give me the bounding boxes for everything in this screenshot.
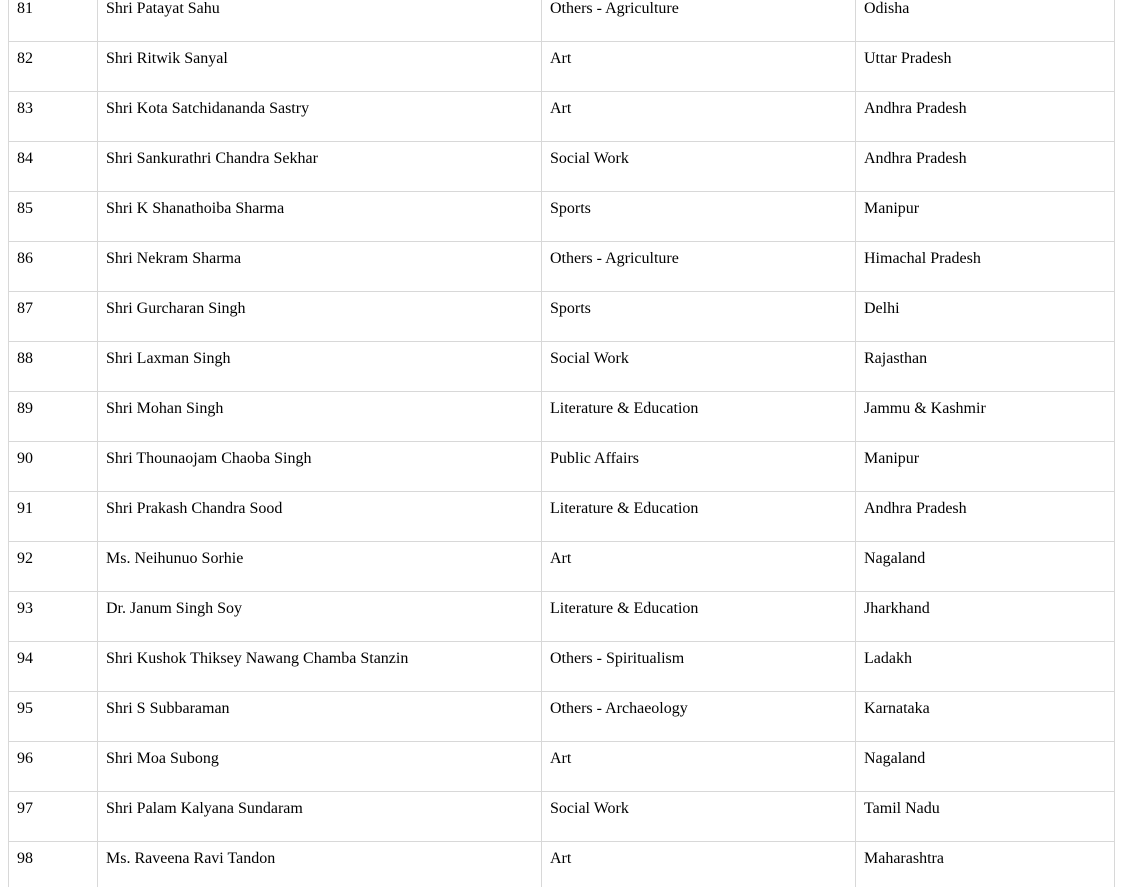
award-field-cell: Art	[542, 42, 856, 92]
award-field-cell: Social Work	[542, 792, 856, 842]
awardee-name-cell: Shri Mohan Singh	[98, 392, 542, 442]
table-row	[9, 392, 1115, 442]
awardee-name-cell: Shri Thounaojam Chaoba Singh	[98, 442, 542, 492]
state-cell: Ladakh	[856, 642, 1115, 692]
serial-number-cell: 86	[9, 242, 98, 292]
serial-number-cell: 84	[9, 142, 98, 192]
award-field-cell: Public Affairs	[542, 442, 856, 492]
state-cell: Tamil Nadu	[856, 792, 1115, 842]
award-field-cell: Art	[542, 742, 856, 792]
serial-number-cell: 81	[9, 0, 98, 42]
awardee-name-cell: Shri Laxman Singh	[98, 342, 542, 392]
award-field-cell: Art	[542, 542, 856, 592]
awardee-name-cell: Shri Kushok Thiksey Nawang Chamba Stanzin	[98, 642, 542, 692]
awardee-name-cell: Ms. Raveena Ravi Tandon	[98, 842, 542, 887]
state-cell: Maharashtra	[856, 842, 1115, 887]
serial-number-cell: 96	[9, 742, 98, 792]
state-cell: Andhra Pradesh	[856, 492, 1115, 542]
award-field-cell: Others - Agriculture	[542, 242, 856, 292]
awardee-name-cell: Shri Moa Subong	[98, 742, 542, 792]
serial-number-cell: 92	[9, 542, 98, 592]
serial-number-cell: 98	[9, 842, 98, 887]
award-field-cell: Literature & Education	[542, 492, 856, 542]
table-row	[9, 342, 1115, 392]
awardee-name-cell: Shri Palam Kalyana Sundaram	[98, 792, 542, 842]
state-cell: Himachal Pradesh	[856, 242, 1115, 292]
award-field-cell: Literature & Education	[542, 392, 856, 442]
table-row	[9, 292, 1115, 342]
award-field-cell: Others - Archaeology	[542, 692, 856, 742]
awardee-name-cell: Shri Patayat Sahu	[98, 0, 542, 42]
awardee-name-cell: Shri Prakash Chandra Sood	[98, 492, 542, 542]
table-row	[9, 842, 1115, 887]
serial-number-cell: 88	[9, 342, 98, 392]
state-cell: Odisha	[856, 0, 1115, 42]
awardee-name-cell: Dr. Janum Singh Soy	[98, 592, 542, 642]
serial-number-cell: 82	[9, 42, 98, 92]
state-cell: Jammu & Kashmir	[856, 392, 1115, 442]
state-cell: Andhra Pradesh	[856, 142, 1115, 192]
awardee-name-cell: Shri Nekram Sharma	[98, 242, 542, 292]
awardee-name-cell: Shri Ritwik Sanyal	[98, 42, 542, 92]
table-row	[9, 192, 1115, 242]
table-row	[9, 492, 1115, 542]
awardee-name-cell: Shri Kota Satchidananda Sastry	[98, 92, 542, 142]
state-cell: Rajasthan	[856, 342, 1115, 392]
state-cell: Andhra Pradesh	[856, 92, 1115, 142]
state-cell: Karnataka	[856, 692, 1115, 742]
awardees-table	[8, 0, 1115, 887]
table-row	[9, 142, 1115, 192]
serial-number-cell: 91	[9, 492, 98, 542]
award-field-cell: Art	[542, 842, 856, 887]
table-row	[9, 242, 1115, 292]
state-cell: Uttar Pradesh	[856, 42, 1115, 92]
table-row	[9, 42, 1115, 92]
table-row	[9, 792, 1115, 842]
awardee-name-cell: Shri K Shanathoiba Sharma	[98, 192, 542, 242]
table-row	[9, 0, 1115, 42]
serial-number-cell: 85	[9, 192, 98, 242]
table-row	[9, 442, 1115, 492]
state-cell: Nagaland	[856, 542, 1115, 592]
table-row	[9, 92, 1115, 142]
serial-number-cell: 93	[9, 592, 98, 642]
award-field-cell: Sports	[542, 192, 856, 242]
serial-number-cell: 83	[9, 92, 98, 142]
table-row	[9, 742, 1115, 792]
serial-number-cell: 89	[9, 392, 98, 442]
awardee-name-cell: Shri Sankurathri Chandra Sekhar	[98, 142, 542, 192]
state-cell: Delhi	[856, 292, 1115, 342]
award-field-cell: Social Work	[542, 142, 856, 192]
award-field-cell: Art	[542, 92, 856, 142]
awardees-table-body	[9, 0, 1115, 887]
award-field-cell: Others - Spiritualism	[542, 642, 856, 692]
serial-number-cell: 90	[9, 442, 98, 492]
state-cell: Nagaland	[856, 742, 1115, 792]
awardee-name-cell: Ms. Neihunuo Sorhie	[98, 542, 542, 592]
state-cell: Manipur	[856, 192, 1115, 242]
awardee-name-cell: Shri S Subbaraman	[98, 692, 542, 742]
serial-number-cell: 87	[9, 292, 98, 342]
serial-number-cell: 97	[9, 792, 98, 842]
award-field-cell: Literature & Education	[542, 592, 856, 642]
state-cell: Jharkhand	[856, 592, 1115, 642]
serial-number-cell: 95	[9, 692, 98, 742]
state-cell: Manipur	[856, 442, 1115, 492]
serial-number-cell: 94	[9, 642, 98, 692]
table-row	[9, 692, 1115, 742]
table-row	[9, 592, 1115, 642]
table-row	[9, 542, 1115, 592]
award-field-cell: Social Work	[542, 342, 856, 392]
awardee-name-cell: Shri Gurcharan Singh	[98, 292, 542, 342]
table-row	[9, 642, 1115, 692]
award-field-cell: Sports	[542, 292, 856, 342]
award-field-cell: Others - Agriculture	[542, 0, 856, 42]
